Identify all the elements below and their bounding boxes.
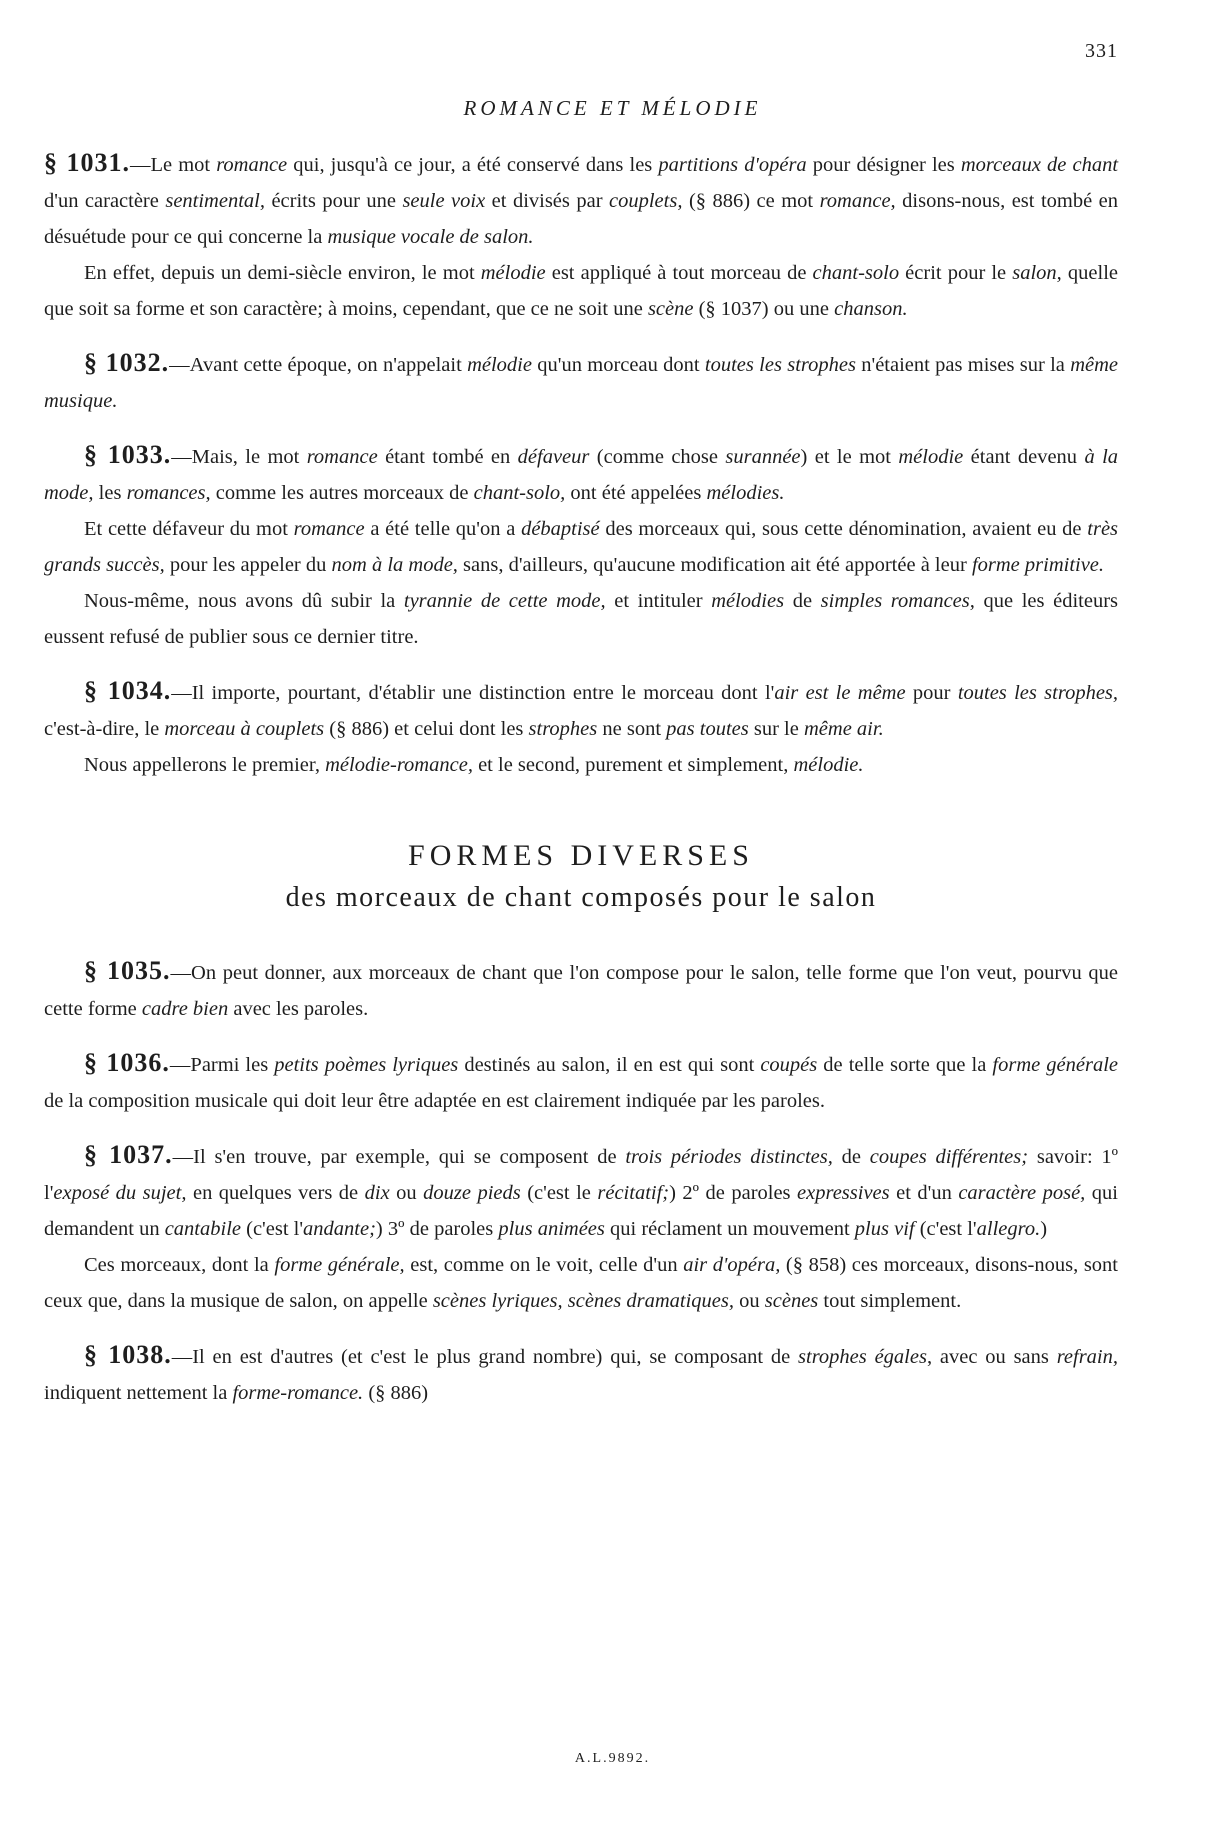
italic-run: romance (306, 446, 378, 468)
text-run: est appliqué à tout morceau de (545, 262, 813, 284)
text-run: c'est-à-dire, le (44, 718, 165, 740)
paragraph-1032 (44, 345, 1118, 419)
text-run: ont été appelées (565, 482, 707, 504)
text-run: ou (734, 1290, 765, 1312)
paragraph-1037 (44, 1137, 1118, 1247)
italic-run: air est le même (774, 682, 906, 704)
section-number: § 1038. (84, 1340, 172, 1369)
text-run: savoir: 1º l' (44, 1146, 1119, 1204)
italic-run: défaveur (517, 446, 590, 468)
text-run: quelle que soit sa forme et son caractère; à moins, cependant, que ce ne soit une (44, 262, 1118, 320)
paragraph-1037-continued (44, 1247, 1118, 1319)
italic-run: seule voix (402, 190, 486, 212)
text-run: (c'est l' (914, 1218, 977, 1240)
text-run: (§ 1037) ou une (693, 298, 835, 320)
italic-run: douze pieds (423, 1182, 521, 1204)
italic-run: mélodies (711, 590, 785, 612)
text-run: En effet, depuis un demi-siècle environ, le mot (84, 262, 481, 284)
italic-run: trois périodes distinctes, (625, 1146, 833, 1168)
page-number: 331 (1085, 40, 1118, 62)
text-run: ) (1040, 1218, 1048, 1240)
italic-run: plus animées (498, 1218, 605, 1240)
italic-run: forme-romance. (232, 1382, 364, 1404)
text-run: —Mais, le mot (171, 446, 307, 468)
paragraph-1036 (44, 1045, 1118, 1119)
italic-run: allegro. (976, 1218, 1041, 1240)
section-heading (44, 835, 1118, 919)
text-run: d'un caractère (44, 190, 166, 212)
italic-run: strophes (528, 718, 598, 740)
text-run: de (784, 590, 821, 612)
italic-run: mélodie-romance, (325, 754, 473, 776)
section-title: FORMES DIVERSES (408, 839, 754, 872)
text-run: que les éditeurs eussent refusé de publier sous ce dernier titre. (44, 590, 1118, 648)
italic-run: dix (364, 1182, 390, 1204)
italic-run: surannée (725, 446, 801, 468)
text-run: écrits pour une (264, 190, 403, 212)
section-number: § 1037. (84, 1140, 173, 1169)
italic-run: mélodies. (706, 482, 785, 504)
text-run: —Parmi les (169, 1054, 275, 1076)
text-run: Nous-même, nous avons dû subir la (84, 590, 404, 612)
paragraph-1031 (44, 145, 1118, 255)
text-run: et le second, purement et simplement, (472, 754, 794, 776)
text-run: —Avant cette époque, on n'appelait (169, 354, 468, 376)
text-run: —On peut donner, aux morceaux de chant que l'on compose pour le salon, telle forme que l'on veut, pourvu que cette forme (44, 962, 1119, 1020)
italic-run: même musique. (44, 354, 1118, 412)
text-run: pour désigner les (806, 154, 961, 176)
section-number: § 1033. (84, 440, 172, 469)
italic-run: andante; (303, 1218, 376, 1240)
italic-run: nom à la mode, (331, 554, 458, 576)
text-run: est, comme on le voit, celle d'un (404, 1254, 684, 1276)
section-number: § 1034. (84, 676, 172, 705)
text-run: ou (389, 1182, 424, 1204)
italic-run: récitatif; (597, 1182, 670, 1204)
section-subtitle: des morceaux de chant composés pour le salon (285, 882, 877, 913)
italic-run: refrain, (1056, 1346, 1118, 1368)
italic-run: mélodie (480, 262, 546, 284)
paragraph-1033-continued-2 (44, 583, 1118, 655)
italic-run: chant-solo, (473, 482, 566, 504)
italic-run: expressives (797, 1182, 890, 1204)
text-run: (c'est le (520, 1182, 598, 1204)
text-run: —Il importe, pourtant, d'établir une distinction entre le morceau dont l' (171, 682, 775, 704)
italic-run: chant-solo (812, 262, 900, 284)
text-run: pour (905, 682, 958, 704)
italic-run: plus vif (854, 1218, 915, 1240)
text-run: de la composition musicale qui doit leur être adaptée en est clairement indiquée par les paroles. (44, 1090, 825, 1112)
text-run: disons-nous, est tombé en désuétude pour ce qui concerne la (44, 190, 1119, 248)
text-run: a été telle qu'on a (364, 518, 522, 540)
italic-run: romance (216, 154, 288, 176)
section-number: § 1032. (84, 348, 170, 377)
italic-run: morceaux de chant (960, 154, 1119, 176)
italic-run: couplets, (609, 190, 683, 212)
text-run: et divisés par (485, 190, 610, 212)
text-run: n'étaient pas mises sur la (855, 354, 1071, 376)
italic-run: salon, (1012, 262, 1062, 284)
text-run: destinés au salon, il en est qui sont (458, 1054, 761, 1076)
text-run: (§ 858) ces morceaux, disons-nous, sont ceux que, dans la musique de salon, on appelle (44, 1254, 1119, 1312)
italic-run: forme générale (992, 1054, 1118, 1076)
italic-run: très grands succès, (44, 518, 1119, 576)
text-run: étant tombé en (377, 446, 518, 468)
italic-run: scène (647, 298, 694, 320)
section-number: § 1035. (84, 956, 171, 985)
text-run: de telle sorte que la (817, 1054, 993, 1076)
text-run: (§ 886) et celui dont les (324, 718, 529, 740)
italic-run: strophes égales (798, 1346, 927, 1368)
text-run: sur le (748, 718, 804, 740)
text-run: comme les autres morceaux de (210, 482, 474, 504)
text-run: (c'est l' (241, 1218, 304, 1240)
italic-run: coupes différentes; (869, 1146, 1029, 1168)
italic-run: romances, (126, 482, 211, 504)
text-run: ) 3º de paroles (375, 1218, 499, 1240)
italic-run: chanson. (834, 298, 908, 320)
italic-run: toutes les strophes (704, 354, 856, 376)
italic-run: romance, (819, 190, 896, 212)
italic-run: débaptisé (521, 518, 600, 540)
italic-run: caractère posé, (958, 1182, 1086, 1204)
paragraph-1034-continued (44, 747, 1118, 783)
text-run: ne sont (597, 718, 667, 740)
text-run: Nous appellerons le premier, (84, 754, 326, 776)
italic-run: musique vocale de salon. (327, 226, 534, 248)
text-run: étant devenu (963, 446, 1085, 468)
paragraph-1034 (44, 673, 1118, 747)
italic-run: à la mode, (44, 446, 1119, 504)
text-run: (comme chose (589, 446, 726, 468)
text-run: des morceaux qui, sous cette dénomination, avaient eu de (599, 518, 1088, 540)
text-run: ) et le mot (800, 446, 899, 468)
italic-run: cadre bien (141, 998, 229, 1020)
text-run: Et cette défaveur du mot (84, 518, 294, 540)
italic-run: mélodie. (793, 754, 864, 776)
publisher-plate-number: A.L.9892. (574, 1751, 651, 1766)
text-run: —Le mot (129, 154, 217, 176)
italic-run: simples romances, (820, 590, 975, 612)
italic-run: scènes (764, 1290, 819, 1312)
text-run: avec les paroles. (228, 998, 369, 1020)
text-run: qu'un morceau dont (531, 354, 705, 376)
text-run: (§ 886) ce mot (682, 190, 820, 212)
paragraph-1031-continued (44, 255, 1118, 327)
italic-run: morceau à couplets (164, 718, 325, 740)
page-body (44, 145, 1118, 1411)
italic-run: mélodie (898, 446, 964, 468)
italic-run: romance (293, 518, 365, 540)
text-run: —Il s'en trouve, par exemple, qui se composent de (172, 1146, 626, 1168)
running-head: ROMANCE ET MÉLODIE (463, 96, 762, 120)
text-run: ) 2º de paroles (669, 1182, 798, 1204)
italic-run: pas toutes (666, 718, 749, 740)
italic-run: toutes les strophes, (957, 682, 1119, 704)
text-run: —Il en est d'autres (et c'est le plus grand nombre) qui, se composant de (171, 1346, 799, 1368)
italic-run: même air. (803, 718, 884, 740)
italic-run: cantabile (164, 1218, 241, 1240)
italic-run: scènes lyriques, scènes dramatiques, (432, 1290, 735, 1312)
text-run: (§ 886) (363, 1382, 429, 1404)
italic-run: forme générale, (274, 1254, 405, 1276)
text-run: , avec ou sans (926, 1346, 1057, 1368)
italic-run: partitions d'opéra (658, 154, 807, 176)
italic-run: air d'opéra, (683, 1254, 781, 1276)
text-run: qui réclament un mouvement (604, 1218, 855, 1240)
text-run: et intituler (605, 590, 712, 612)
text-run: les (93, 482, 127, 504)
text-run: qui, jusqu'à ce jour, a été conservé dans les (287, 154, 659, 176)
italic-run: sentimental, (165, 190, 265, 212)
italic-run: petits poèmes lyriques (274, 1054, 459, 1076)
paragraph-1035 (44, 953, 1118, 1027)
text-run: écrit pour le (899, 262, 1013, 284)
text-run: de (832, 1146, 870, 1168)
text-run: en quelques vers de (186, 1182, 365, 1204)
text-run: tout simplement. (818, 1290, 962, 1312)
text-run: sans, d'ailleurs, qu'aucune modification ait été apportée à leur (457, 554, 972, 576)
paragraph-1033-continued (44, 511, 1118, 583)
italic-run: forme primitive. (971, 554, 1105, 576)
text-run: pour les appeler du (164, 554, 332, 576)
text-run: qui demandent un (44, 1182, 1118, 1240)
section-number: § 1031. (44, 148, 130, 177)
text-run: indiquent nettement la (44, 1382, 233, 1404)
text-run: et d'un (889, 1182, 959, 1204)
italic-run: exposé du sujet, (53, 1182, 187, 1204)
paragraph-1033 (44, 437, 1118, 511)
italic-run: tyrannie de cette mode, (403, 590, 606, 612)
text-run: Ces morceaux, dont la (84, 1254, 275, 1276)
paragraph-1038 (44, 1337, 1118, 1411)
section-number: § 1036. (84, 1048, 170, 1077)
italic-run: mélodie (467, 354, 532, 376)
italic-run: coupés (760, 1054, 818, 1076)
